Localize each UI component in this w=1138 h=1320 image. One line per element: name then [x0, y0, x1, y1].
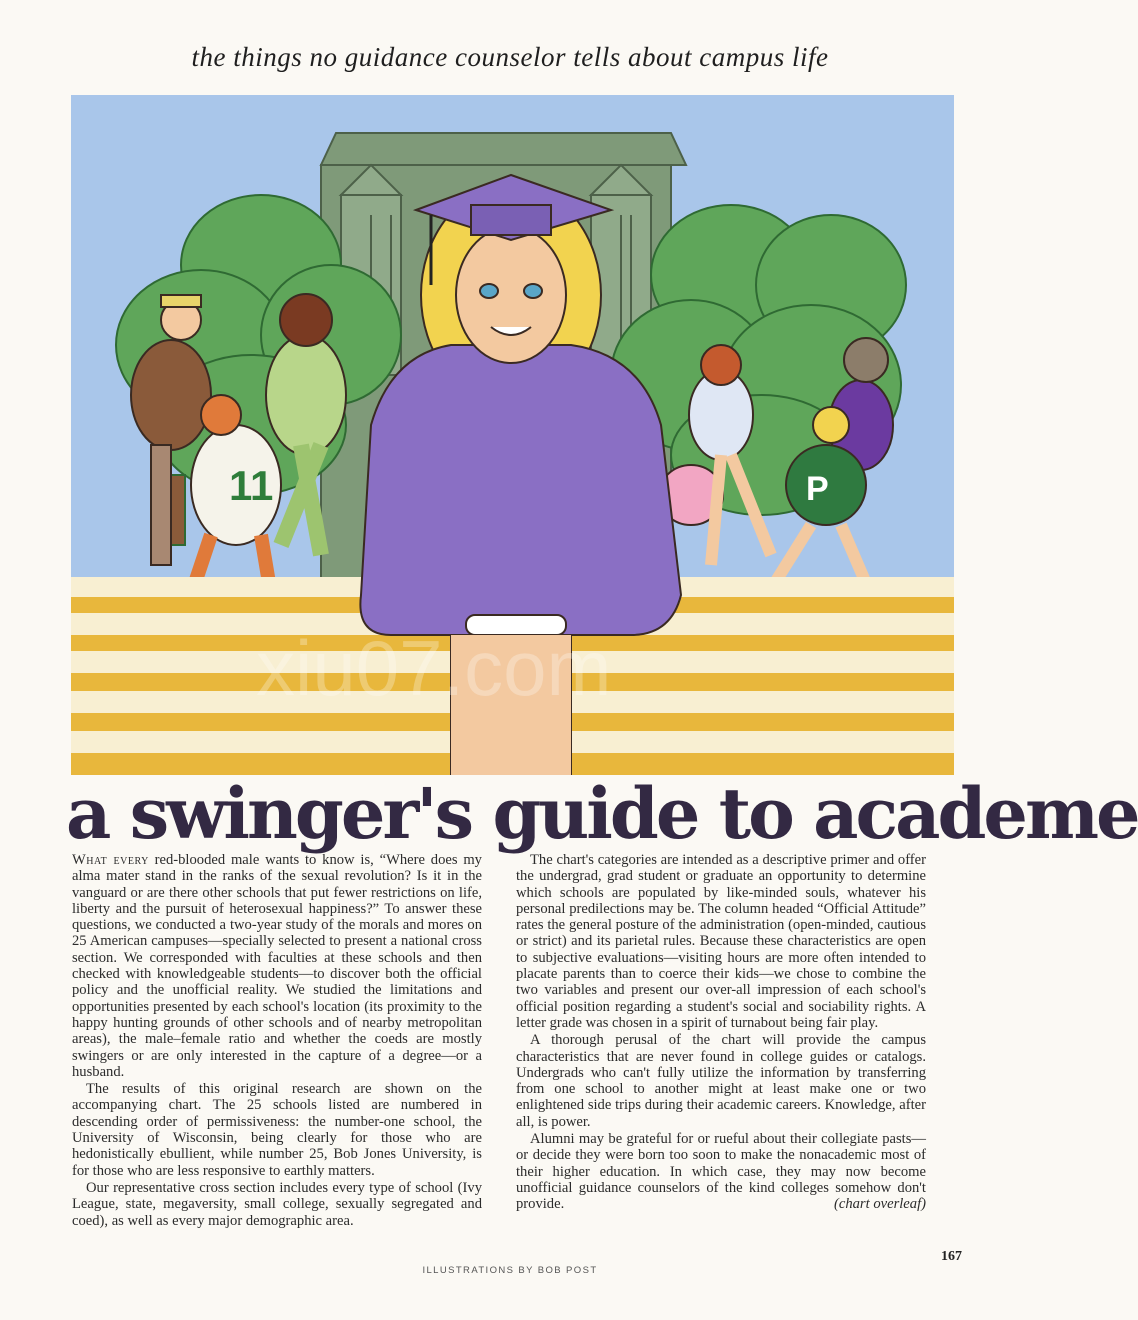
illustration-credit: ILLUSTRATIONS BY BOB POST [422, 1265, 598, 1276]
paragraph: A thorough perusal of the chart will provide the campus characteristics that are never found in college guides or catalogs. Undergrads who can't fully utilize the information by transferring from one school to another might at least make one or two enlightened side trips during their academic careers. Knowledge, after all, is power. [516, 1032, 926, 1130]
paragraph-text: Alumni may be grateful for or rueful about their collegiate pasts—or decide they were born too soon to make the nonacademic most of their higher education. In which case, they may now become unofficial guidance counselors of the kind colleges somehow don't provide. [516, 1131, 926, 1213]
paragraph-text: red-blooded male wants to know is, “Where does my alma mater stand in the ranks of the sexual revolution? Is it in the vanguard or are there other schools that put fewer restrictions on life, liberty and the pursuit of heterosexual happiness?” To answer these questions, we conducted a two-year study of the morals and mores on 25 American campuses—specially selected to present a national cross section. We corresponded with faculties at these schools and then checked with knowledgeable students—to discover both the official policy and the unofficial reality. We studied the limitations and opportunities presented by each school's location (its proximity to the happy hunting grounds of other schools and of nearby metropolitan areas), the male–female ratio and whether the coeds are mostly swingers or are only interested in the capture of a degree—or a husband. [72, 852, 482, 1080]
headline: a swinger's guide to academe [66, 772, 1138, 855]
lead-in: What every [72, 852, 149, 868]
cover-illustration [71, 95, 954, 775]
paragraph: The chart's categories are intended as a descriptive primer and offer the undergrad, grad student or graduate an opportunity to determine which schools are populated by like-minded souls, whatever his personal predilections may be. The column headed “Official Attitude” rates the general posture of the administration (open-minded, cautious or strict) and its parietal rules. Because these characteristics are open to subjective evaluations—visiting hours are more often intended to placate parents than to coerce their kids—we chose to combine the two variables and present our over-all impression of each school's official position regarding a student's social and sociability rights. A letter grade was chosen in a spirit of turnabout being fair play. [516, 852, 926, 1031]
article-column-right [516, 852, 926, 1214]
kicker-line: the things no guidance counselor tells about campus life [191, 42, 829, 72]
svg-text:P: P [806, 470, 829, 508]
page-number: 167 [941, 1249, 962, 1264]
watermark-text: xiu07.com [256, 624, 612, 712]
graduate-girl-illustration [71, 95, 954, 775]
paragraph: Our representative cross section includes every type of school (Ivy League, state, megaversity, small college, sexually segregated and coed), as well as every major demographic area. [72, 1179, 482, 1229]
svg-text:11: 11 [229, 462, 274, 509]
article-column-left [72, 852, 482, 1230]
paragraph: The results of this original research are shown on the accompanying chart. The 25 schools listed are numbered in descending order of permissiveness: the number-one school, the University of Wisconsin, being clearly for those who are hedonistically ebullient, while number 25, Bob Jones University, is for those who are less responsive to earthly matters. [72, 1081, 482, 1179]
continued-note: (chart overleaf) [834, 1196, 926, 1213]
paragraph [516, 1131, 926, 1212]
paragraph [72, 852, 482, 1080]
